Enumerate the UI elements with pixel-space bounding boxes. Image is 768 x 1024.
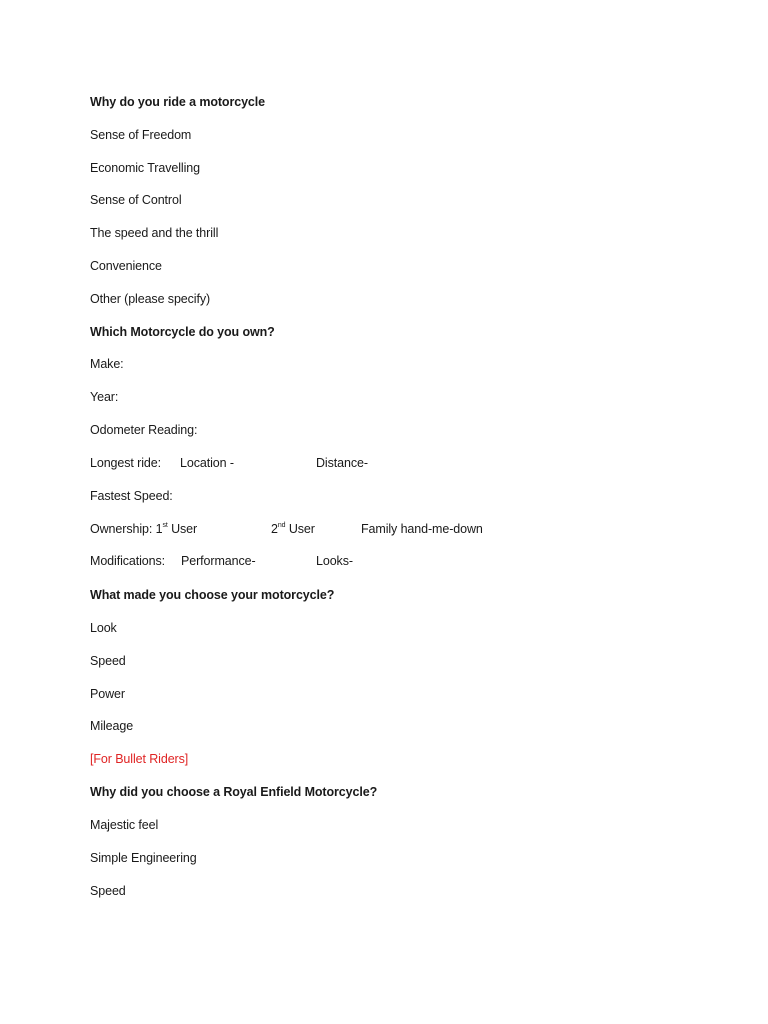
ownership-family: Family hand-me-down	[361, 522, 483, 536]
field-ownership	[90, 521, 510, 537]
field-modifications	[90, 553, 490, 569]
option-speed-and-thrill: The speed and the thrill	[90, 226, 219, 240]
option-mileage: Mileage	[90, 719, 134, 733]
note-bullet-riders: [For Bullet Riders]	[90, 752, 189, 766]
longest-ride-label: Longest ride:	[90, 456, 161, 470]
ownership-second-sup: nd	[277, 521, 286, 529]
option-speed-re: Speed	[90, 884, 126, 898]
field-make: Make:	[90, 357, 124, 371]
field-longest-ride	[90, 455, 490, 471]
option-look: Look	[90, 621, 117, 635]
modifications-looks: Looks-	[316, 554, 353, 568]
ownership-label: Ownership: 1	[90, 522, 163, 536]
ownership-first-user-text: User	[167, 522, 198, 536]
modifications-performance: Performance-	[181, 554, 256, 568]
option-simple-engineering: Simple Engineering	[90, 851, 197, 865]
question-why-royal-enfield: Why did you choose a Royal Enfield Motorcycle?	[90, 785, 378, 799]
longest-ride-distance: Distance-	[316, 456, 368, 470]
ownership-first-user	[90, 521, 197, 537]
option-sense-of-freedom: Sense of Freedom	[90, 128, 192, 142]
ownership-second-user	[271, 521, 315, 537]
option-economic-travelling: Economic Travelling	[90, 161, 200, 175]
option-power: Power	[90, 687, 125, 701]
ownership-second-num: 2	[271, 522, 278, 536]
field-fastest-speed: Fastest Speed:	[90, 489, 173, 503]
longest-ride-location: Location -	[180, 456, 234, 470]
question-what-made-choose: What made you choose your motorcycle?	[90, 588, 335, 602]
question-which-motorcycle: Which Motorcycle do you own?	[90, 325, 275, 339]
field-odometer: Odometer Reading:	[90, 423, 198, 437]
option-majestic-feel: Majestic feel	[90, 818, 159, 832]
option-other: Other (please specify)	[90, 292, 211, 306]
question-why-ride: Why do you ride a motorcycle	[90, 95, 266, 109]
ownership-first-sup: st	[162, 521, 168, 529]
option-speed: Speed	[90, 654, 126, 668]
modifications-label: Modifications:	[90, 554, 166, 568]
ownership-second-user-text: User	[285, 522, 315, 536]
option-sense-of-control: Sense of Control	[90, 193, 182, 207]
option-convenience: Convenience	[90, 259, 162, 273]
field-year: Year:	[90, 390, 119, 404]
